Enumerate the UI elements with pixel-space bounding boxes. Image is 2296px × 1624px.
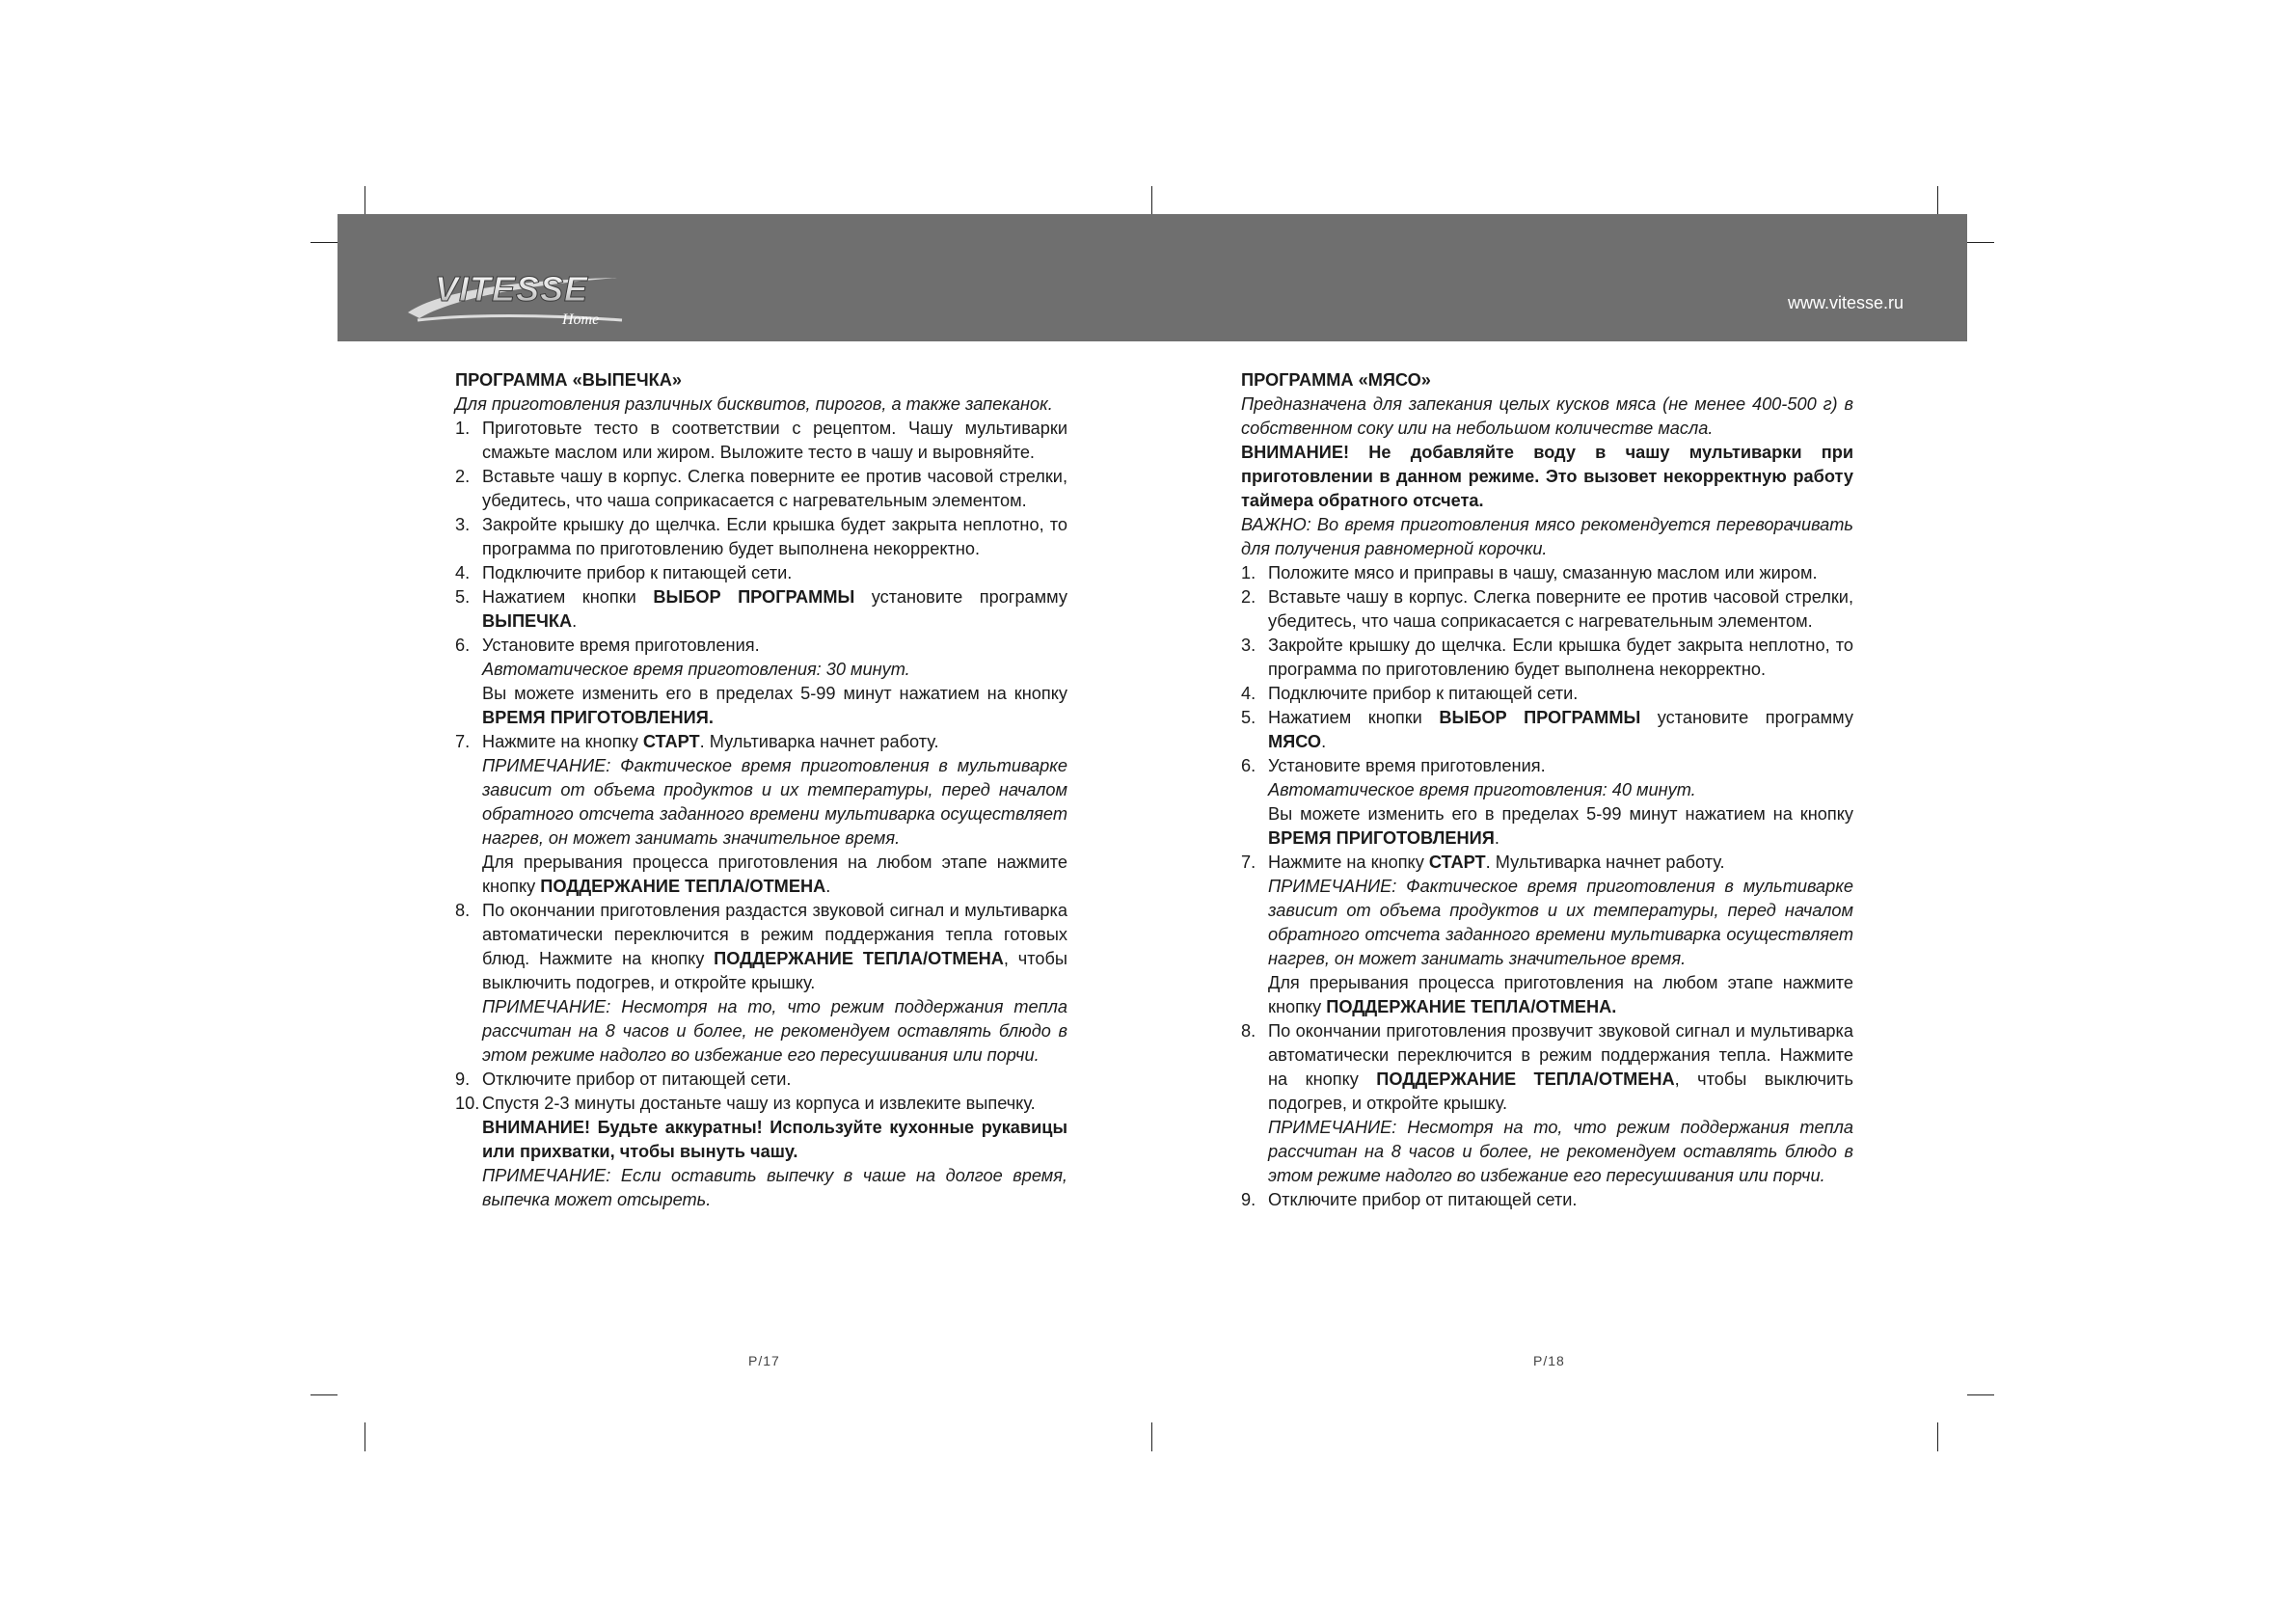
section-title: ПРОГРАММА «ВЫПЕЧКА» xyxy=(455,370,682,390)
left-column xyxy=(455,368,1067,1212)
vitesse-logo xyxy=(400,262,651,330)
website-url[interactable]: www.vitesse.ru xyxy=(1787,293,1904,312)
list-item: 8. По окончании приготовления прозвучит звуковой сигнал и мультиварка автоматически переключится в режим поддержания тепла. Нажмите на кнопку ПОДДЕРЖАНИЕ ТЕПЛА/ОТМЕНА, чтобы выключить подогрев, и откройте крышку. ПРИМЕЧАНИЕ: Несмотря на то, что режим поддержания тепла рассчитан на 8 часов и более, не рекомендуем оставлять блюдо в этом режиме надолго во избежание его пересушивания или порчи. xyxy=(1241,1021,1853,1185)
list-item: 1. Приготовьте тесто в соответствии с рецептом. Чашу мультиварки смажьте маслом или жиром. Выложите тесто в чашу и выровняйте. xyxy=(455,419,1067,462)
crop-mark xyxy=(311,242,338,243)
steps-list xyxy=(1241,561,1853,1212)
list-item: 9. Отключите прибор от питающей сети. xyxy=(455,1069,792,1089)
right-column xyxy=(1241,368,1853,1212)
crop-mark xyxy=(1151,186,1152,215)
important-note: ВАЖНО: Во время приготовления мясо рекомендуется переворачивать для получения равномерной корочки. xyxy=(1241,515,1853,558)
list-item: 2. Вставьте чашу в корпус. Слегка поверните ее против часовой стрелки, убедитесь, что чаша соприкасается с нагревательным элементом. xyxy=(455,467,1067,510)
list-item: 6. Установите время приготовления. Автоматическое время приготовления: 30 минут. Вы можете изменить его в пределах 5-99 минут нажатием на кнопку ВРЕМЯ ПРИГОТОВЛЕНИЯ. xyxy=(455,636,1067,727)
list-item: 1. Положите мясо и приправы в чашу, смазанную маслом или жиром. xyxy=(1241,563,1818,582)
list-item: 4. Подключите прибор к питающей сети. xyxy=(1241,684,1579,703)
list-item: 7. Нажмите на кнопку СТАРТ. Мультиварка начнет работу. ПРИМЕЧАНИЕ: Фактическое время приготовления в мультиварке зависит от объема продуктов и их температуры, перед началом обратного отсчета заданного времени мультиварка осуществляет нагрев, он может занимать значительное время. Для прерывания процесса приготовления на любом этапе нажмите кнопку ПОДДЕРЖАНИЕ ТЕПЛА/ОТМЕНА. xyxy=(455,732,1067,896)
list-item: 7. Нажмите на кнопку СТАРТ. Мультиварка начнет работу. ПРИМЕЧАНИЕ: Фактическое время приготовления в мультиварке зависит от объема продуктов и их температуры, перед началом обратного отсчета заданного времени мультиварка осуществляет нагрев, он может занимать значительное время. Для прерывания процесса приготовления на любом этапе нажмите кнопку ПОДДЕРЖАНИЕ ТЕПЛА/ОТМЕНА. xyxy=(1241,853,1853,1016)
list-item: 9. Отключите прибор от питающей сети. xyxy=(1241,1190,1578,1209)
brand-text: VITESSE xyxy=(435,269,589,309)
crop-mark xyxy=(1151,1422,1152,1451)
crop-mark xyxy=(1937,1422,1938,1451)
list-item: 8. По окончании приготовления раздастся звуковой сигнал и мультиварка автоматически переключится в режим поддержания тепла готовых блюд. Нажмите на кнопку ПОДДЕРЖАНИЕ ТЕПЛА/ОТМЕНА, чтобы выключить подогрев, и откройте крышку. ПРИМЕЧАНИЕ: Несмотря на то, что режим поддержания тепла рассчитан на 8 часов и более, не рекомендуем оставлять блюдо в этом режиме надолго во избежание его пересушивания или порчи. xyxy=(455,901,1068,1065)
crop-mark xyxy=(1967,242,1994,243)
list-item: 5. Нажатием кнопки ВЫБОР ПРОГРАММЫ установите программу МЯСО. xyxy=(1241,708,1853,751)
page-number: P/17 xyxy=(748,1353,780,1368)
list-item: 3. Закройте крышку до щелчка. Если крышка будет закрыта неплотно, то программа по приготовлению будет выполнена некорректно. xyxy=(455,515,1067,558)
list-item: 6. Установите время приготовления. Автоматическое время приготовления: 40 минут. Вы можете изменить его в пределах 5-99 минут нажатием на кнопку ВРЕМЯ ПРИГОТОВЛЕНИЯ. xyxy=(1241,756,1853,848)
section-intro: Предназначена для запекания целых кусков мяса (не менее 400-500 г) в собственном соку или на небольшом количестве масла. xyxy=(1241,394,1853,438)
crop-mark xyxy=(311,1394,338,1395)
page-number: P/18 xyxy=(1533,1353,1565,1368)
header-band xyxy=(338,214,1967,341)
list-item: 4. Подключите прибор к питающей сети. xyxy=(455,563,793,582)
list-item: 3. Закройте крышку до щелчка. Если крышка будет закрыта неплотно, то программа по приготовлению будет выполнена некорректно. xyxy=(1241,636,1853,679)
section-title: ПРОГРАММА «МЯСО» xyxy=(1241,370,1431,390)
section-intro: Для приготовления различных бисквитов, пирогов, а также запеканок. xyxy=(455,394,1053,414)
warning-text: ВНИМАНИЕ! Не добавляйте воду в чашу мультиварки при приготовлении в данном режиме. Это вызовет некорректную работу таймера обратного отсчета. xyxy=(1241,443,1853,510)
list-item: 2. Вставьте чашу в корпус. Слегка поверните ее против часовой стрелки, убедитесь, что чаша соприкасается с нагревательным элементом. xyxy=(1241,587,1853,631)
crop-mark xyxy=(1937,186,1938,215)
list-item: 10. Спустя 2-3 минуты достаньте чашу из корпуса и извлеките выпечку. ВНИМАНИЕ! Будьте аккуратны! Используйте кухонные рукавицы или прихватки, чтобы вынуть чашу. ПРИМЕЧАНИЕ: Если оставить выпечку в чаше на долгое время, выпечка может отсыреть. xyxy=(455,1094,1067,1209)
crop-mark xyxy=(1967,1394,1994,1395)
brand-sub-text: Home xyxy=(562,311,600,328)
steps-list xyxy=(455,417,1067,1212)
list-item: 5. Нажатием кнопки ВЫБОР ПРОГРАММЫ установите программу ВЫПЕЧКА. xyxy=(455,587,1067,631)
